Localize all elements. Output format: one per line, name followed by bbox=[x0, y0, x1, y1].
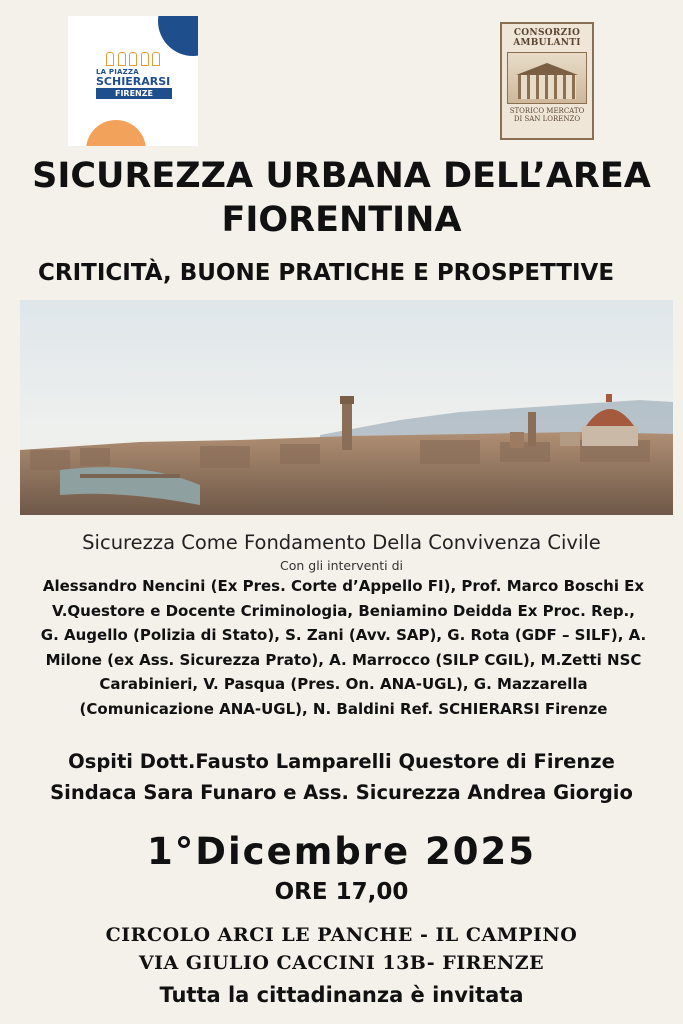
guests-block bbox=[0, 746, 683, 808]
main-title-line1: SICUREZZA URBANA DELL’AREA bbox=[32, 156, 651, 196]
speakers-line: V.Questore e Docente Criminologia, Beniamino Deidda Ex Proc. Rep., bbox=[52, 601, 635, 620]
schierarsi-logo bbox=[68, 16, 198, 146]
speakers-line: Milone (ex Ass. Sicurezza Prato), A. Marrocco (SILP CGIL), M.Zetti NSC bbox=[45, 650, 642, 669]
event-date: 1°Dicembre 2025 bbox=[147, 830, 536, 873]
speakers-line: Alessandro Nencini (Ex Pres. Corte d’Appello FI), Prof. Marco Boschi Ex bbox=[42, 577, 645, 595]
speakers-line: G. Augello (Polizia di Stato), S. Zani (Avv. SAP), G. Rota (GDF – SILF), A. bbox=[40, 626, 647, 644]
event-time: ORE 17,00 bbox=[274, 879, 409, 905]
market-building-icon bbox=[507, 52, 587, 104]
subtitle: CRITICITÀ, BUONE PRATICHE E PROSPETTIVE bbox=[38, 260, 615, 286]
logo-left-line3: FIRENZE bbox=[96, 88, 172, 99]
consorzio-ambulanti-seal bbox=[500, 22, 594, 140]
seal-line4: DI SAN LORENZO bbox=[513, 115, 581, 123]
invitation-line: Tutta la cittadinanza è invitata bbox=[159, 983, 524, 1007]
logo-left-line1: LA PIAZZA bbox=[96, 68, 139, 76]
speakers-line: (Comunicazione ANA-UGL), N. Baldini Ref. SCHIERARSI Firenze bbox=[79, 699, 608, 718]
seal-line3: STORICO MERCATO bbox=[509, 107, 585, 115]
tagline: Sicurezza Come Fondamento Della Convivenza Civile bbox=[82, 531, 601, 554]
logo-corner-blue bbox=[158, 16, 198, 56]
main-title-line2: FIORENTINA bbox=[221, 200, 462, 240]
venue-address: VIA GIULIO CACCINI 13B- FIRENZE bbox=[138, 952, 545, 974]
speakers-line: Carabinieri, V. Pasqua (Pres. On. ANA-UGL), G. Mazzarella bbox=[99, 675, 588, 693]
seal-line2: AMBULANTI bbox=[513, 38, 581, 48]
venue-name: CIRCOLO ARCI LE PANCHE - IL CAMPINO bbox=[105, 924, 578, 946]
guests-line: Sindaca Sara Funaro e Ass. Sicurezza Andrea Giorgio bbox=[50, 781, 633, 804]
logo-left-line2: SCHIERARSI bbox=[96, 75, 171, 88]
seal-line1: CONSORZIO bbox=[513, 28, 581, 38]
guests-line: Ospiti Dott.Fausto Lamparelli Questore di Firenze bbox=[68, 750, 615, 773]
people-icon bbox=[106, 52, 160, 64]
logo-corner-orange bbox=[86, 120, 146, 146]
florence-skyline-photo bbox=[20, 300, 673, 515]
speakers-list bbox=[16, 574, 671, 721]
interventi-label: Con gli interventi di bbox=[279, 558, 404, 573]
